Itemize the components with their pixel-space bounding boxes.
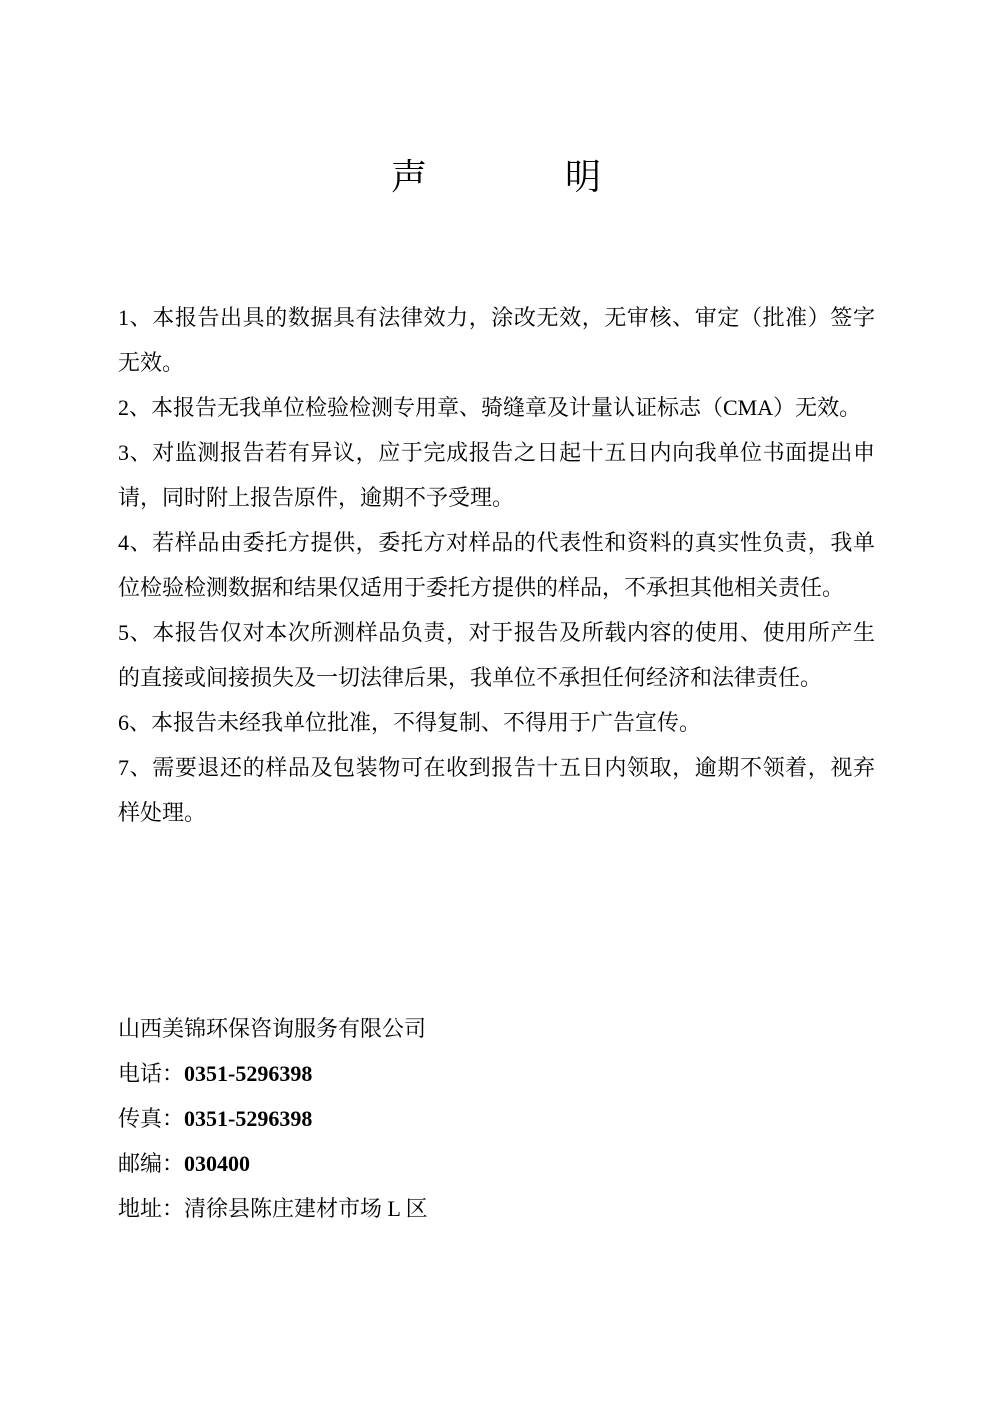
contact-row-phone [118,1051,875,1096]
title-char-1: 声 [390,157,427,197]
statement-item: 3、对监测报告若有异议，应于完成报告之日起十五日内向我单位书面提出申请，同时附上报告原件，逾期不予受理。 [118,440,875,510]
statement-item: 1、本报告出具的数据具有法律效力，涂改无效，无审核、审定（批准）签字无效。 [118,305,875,375]
statement-item: 2、本报告无我单位检验检测专用章、骑缝章及计量认证标志（CMA）无效。 [118,395,862,420]
footer-contact-block [118,1006,875,1231]
page-title [0,157,992,197]
statement-item: 5、本报告仅对本次所测样品负责，对于报告及所载内容的使用、使用所产生的直接或间接损失及一切法律后果，我单位不承担任何经济和法律责任。 [118,620,875,690]
address-label: 地址： [118,1196,185,1221]
address-value: 清徐县陈庄建材市场 L 区 [184,1196,428,1221]
phone-value: 0351-5296398 [184,1061,313,1086]
statement-item: 4、若样品由委托方提供，委托方对样品的代表性和资料的真实性负责，我单位检验检测数据和结果仅适用于委托方提供的样品，不承担其他相关责任。 [118,530,875,600]
zip-label: 邮编： [118,1151,185,1176]
statements-list [118,295,875,835]
contact-row-fax [118,1096,875,1141]
statement-item: 7、需要退还的样品及包装物可在收到报告十五日内领取，逾期不领着，视弃样处理。 [118,755,875,825]
fax-value: 0351-5296398 [184,1106,313,1131]
phone-label: 电话： [118,1061,185,1086]
zip-value: 030400 [184,1151,251,1176]
title-char-2: 明 [565,157,602,197]
contact-row-zip [118,1141,875,1186]
statement-item: 6、本报告未经我单位批准，不得复制、不得用于广告宣传。 [118,710,702,735]
fax-label: 传真： [118,1106,185,1131]
company-name: 山西美锦环保咨询服务有限公司 [118,1016,427,1041]
contact-row-address [118,1186,875,1231]
